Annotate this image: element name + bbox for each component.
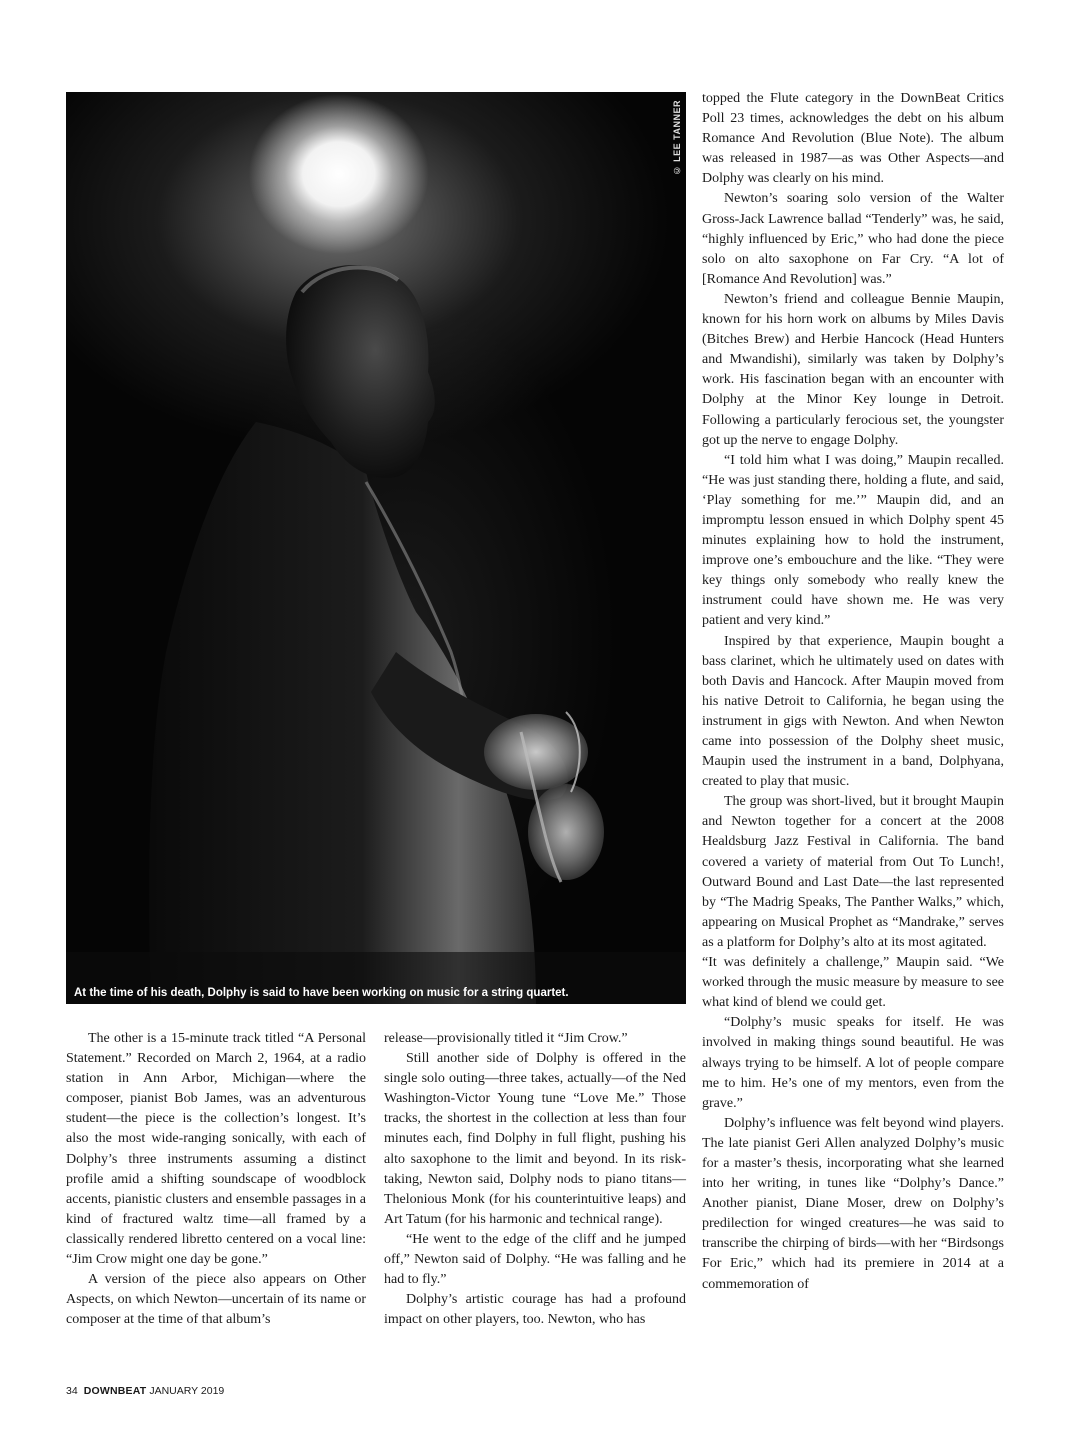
photo-credit: © LEE TANNER xyxy=(672,100,682,176)
paragraph: The group was short-lived, but it brought Maupin and Newton together for a concert at the 2008 Healdsburg Jazz Festival in California. The band covered a variety of material from Out To Lunch!, Outward Bound and Last Date—the last represented by “The Madrig Speaks, The Panther Walks,” which, appearing on Musical Prophet as “Mandrake,” serves as a platform for Dolphy’s alto at its most agitated. xyxy=(702,794,1004,950)
paragraph: release—provisionally titled it “Jim Crow.” xyxy=(384,1031,628,1046)
paragraph: topped the Flute category in the DownBeat Critics Poll 23 times, acknowledges the debt on his album Romance And Revolution (Blue Note). The album was released in 1987—as was Other Aspects—and Dolphy was clearly on his mind. xyxy=(702,91,1004,187)
paragraph: The other is a 15-minute track titled “A Personal Statement.” Recorded on March 2, 1964, at a radio station in Ann Arbor, Michigan—where the composer, pianist Bob James, was an adventurous student—the piece is the collection’s longest. It’s also the most wide-ranging sonically, with each of Dolphy’s three instruments assuming a distinct profile amid a shifting soundscape of woodblock accents, pianistic clusters and ensemble passages in a kind of fractured waltz time—all framed by a classically rendered libretto centered on a vocal line: “Jim Crow might one day be gone.” xyxy=(66,1031,366,1268)
paragraph: Newton’s soaring solo version of the Walter Gross-Jack Lawrence ballad “Tenderly” was, he said, “highly influenced by Eric,” who had done the piece solo on alto saxophone on Far Cry. “A lot of [Romance And Revolution] was.” xyxy=(702,191,1004,287)
article-column-1 xyxy=(66,1029,366,1330)
article-column-3 xyxy=(702,89,1004,1295)
paragraph: Inspired by that experience, Maupin bought a bass clarinet, which he ultimately used on dates with both Davis and Hancock. After Maupin moved from his native Detroit to California, he began using the instrument in gigs with Newton. And when Newton came into possession of the Dolphy sheet music, Maupin used the instrument in a band, Dolphyana, created to play that music. xyxy=(702,633,1004,790)
paragraph: Newton’s friend and colleague Bennie Maupin, known for his horn work on albums by Miles Davis (Bitches Brew) and Herbie Hancock (Head Hunters and Mwandishi), similarly was taken by Dolphy’s work. His fascination began with an encounter with Dolphy at the Minor Key lounge in Detroit. Following a particularly ferocious set, the youngster got up the nerve to engage Dolphy. xyxy=(702,291,1004,448)
paragraph: “I told him what I was doing,” Maupin recalled. “He was just standing there, holding a flute, and said, ‘Play something for me.’” Maupin did, and an impromptu lesson ensued in which Dolphy spent 45 minutes explaining how to hold the instrument, improve one’s embouchure and the like. “They were key things only somebody who really knew the instrument could have shown me. He was very patient and very kind.” xyxy=(702,452,1004,629)
page-number: 34 xyxy=(66,1385,78,1397)
article-column-2 xyxy=(384,1029,686,1330)
paragraph: “He went to the edge of the cliff and he jumped off,” Newton said of Dolphy. “He was falling and he had to fly.” xyxy=(384,1231,686,1288)
paragraph: Dolphy’s artistic courage has had a profound impact on other players, too. Newton, who has xyxy=(384,1292,686,1328)
issue-date: JANUARY 2019 xyxy=(149,1385,225,1397)
feature-photo xyxy=(66,92,686,1004)
musician-silhouette xyxy=(66,92,686,1004)
paragraph: “Dolphy’s music speaks for itself. He was involved in making things sound beautiful. He was always trying to be himself. A lot of people compare me to him. He’s one of my mentors, even from the grave.” xyxy=(702,1015,1004,1111)
page-footer xyxy=(66,1385,224,1397)
paragraph: A version of the piece also appears on Other Aspects, on which Newton—uncertain of its name or composer at the time of that album’s xyxy=(66,1272,366,1328)
paragraph: Still another side of Dolphy is offered in the single solo outing—three takes, actually—of the Ned Washington-Victor Young tune “Love Me.” Those tracks, the shortest in the collection at less than four minutes each, find Dolphy in full flight, pushing his alto saxophone to the limit and beyond. In its risk-taking, Newton said, Dolphy nods to piano titans—Thelonious Monk (for his counterintuitive leaps) and Art Tatum (for his harmonic and technical range). xyxy=(384,1051,686,1227)
paragraph: Dolphy’s influence was felt beyond wind players. The late pianist Geri Allen analyzed Dolphy’s music for a master’s thesis, incorporating what she learned into her writing, in tunes like “Dolphy’s Dance.” Another pianist, Diane Moser, drew on Dolphy’s predilection for winged creatures—he was said to transcribe the chirping of birds—with her “Birdsongs For Eric,” which had its premiere in 2014 at a commemoration of xyxy=(702,1115,1004,1292)
magazine-name: DOWNBEAT xyxy=(83,1385,147,1397)
photo-caption: At the time of his death, Dolphy is said to have been working on music for a string quartet. xyxy=(74,987,569,999)
paragraph: “It was definitely a challenge,” Maupin said. “We worked through the music measure by measure to see what kind of blend we could get. xyxy=(702,955,1004,1011)
